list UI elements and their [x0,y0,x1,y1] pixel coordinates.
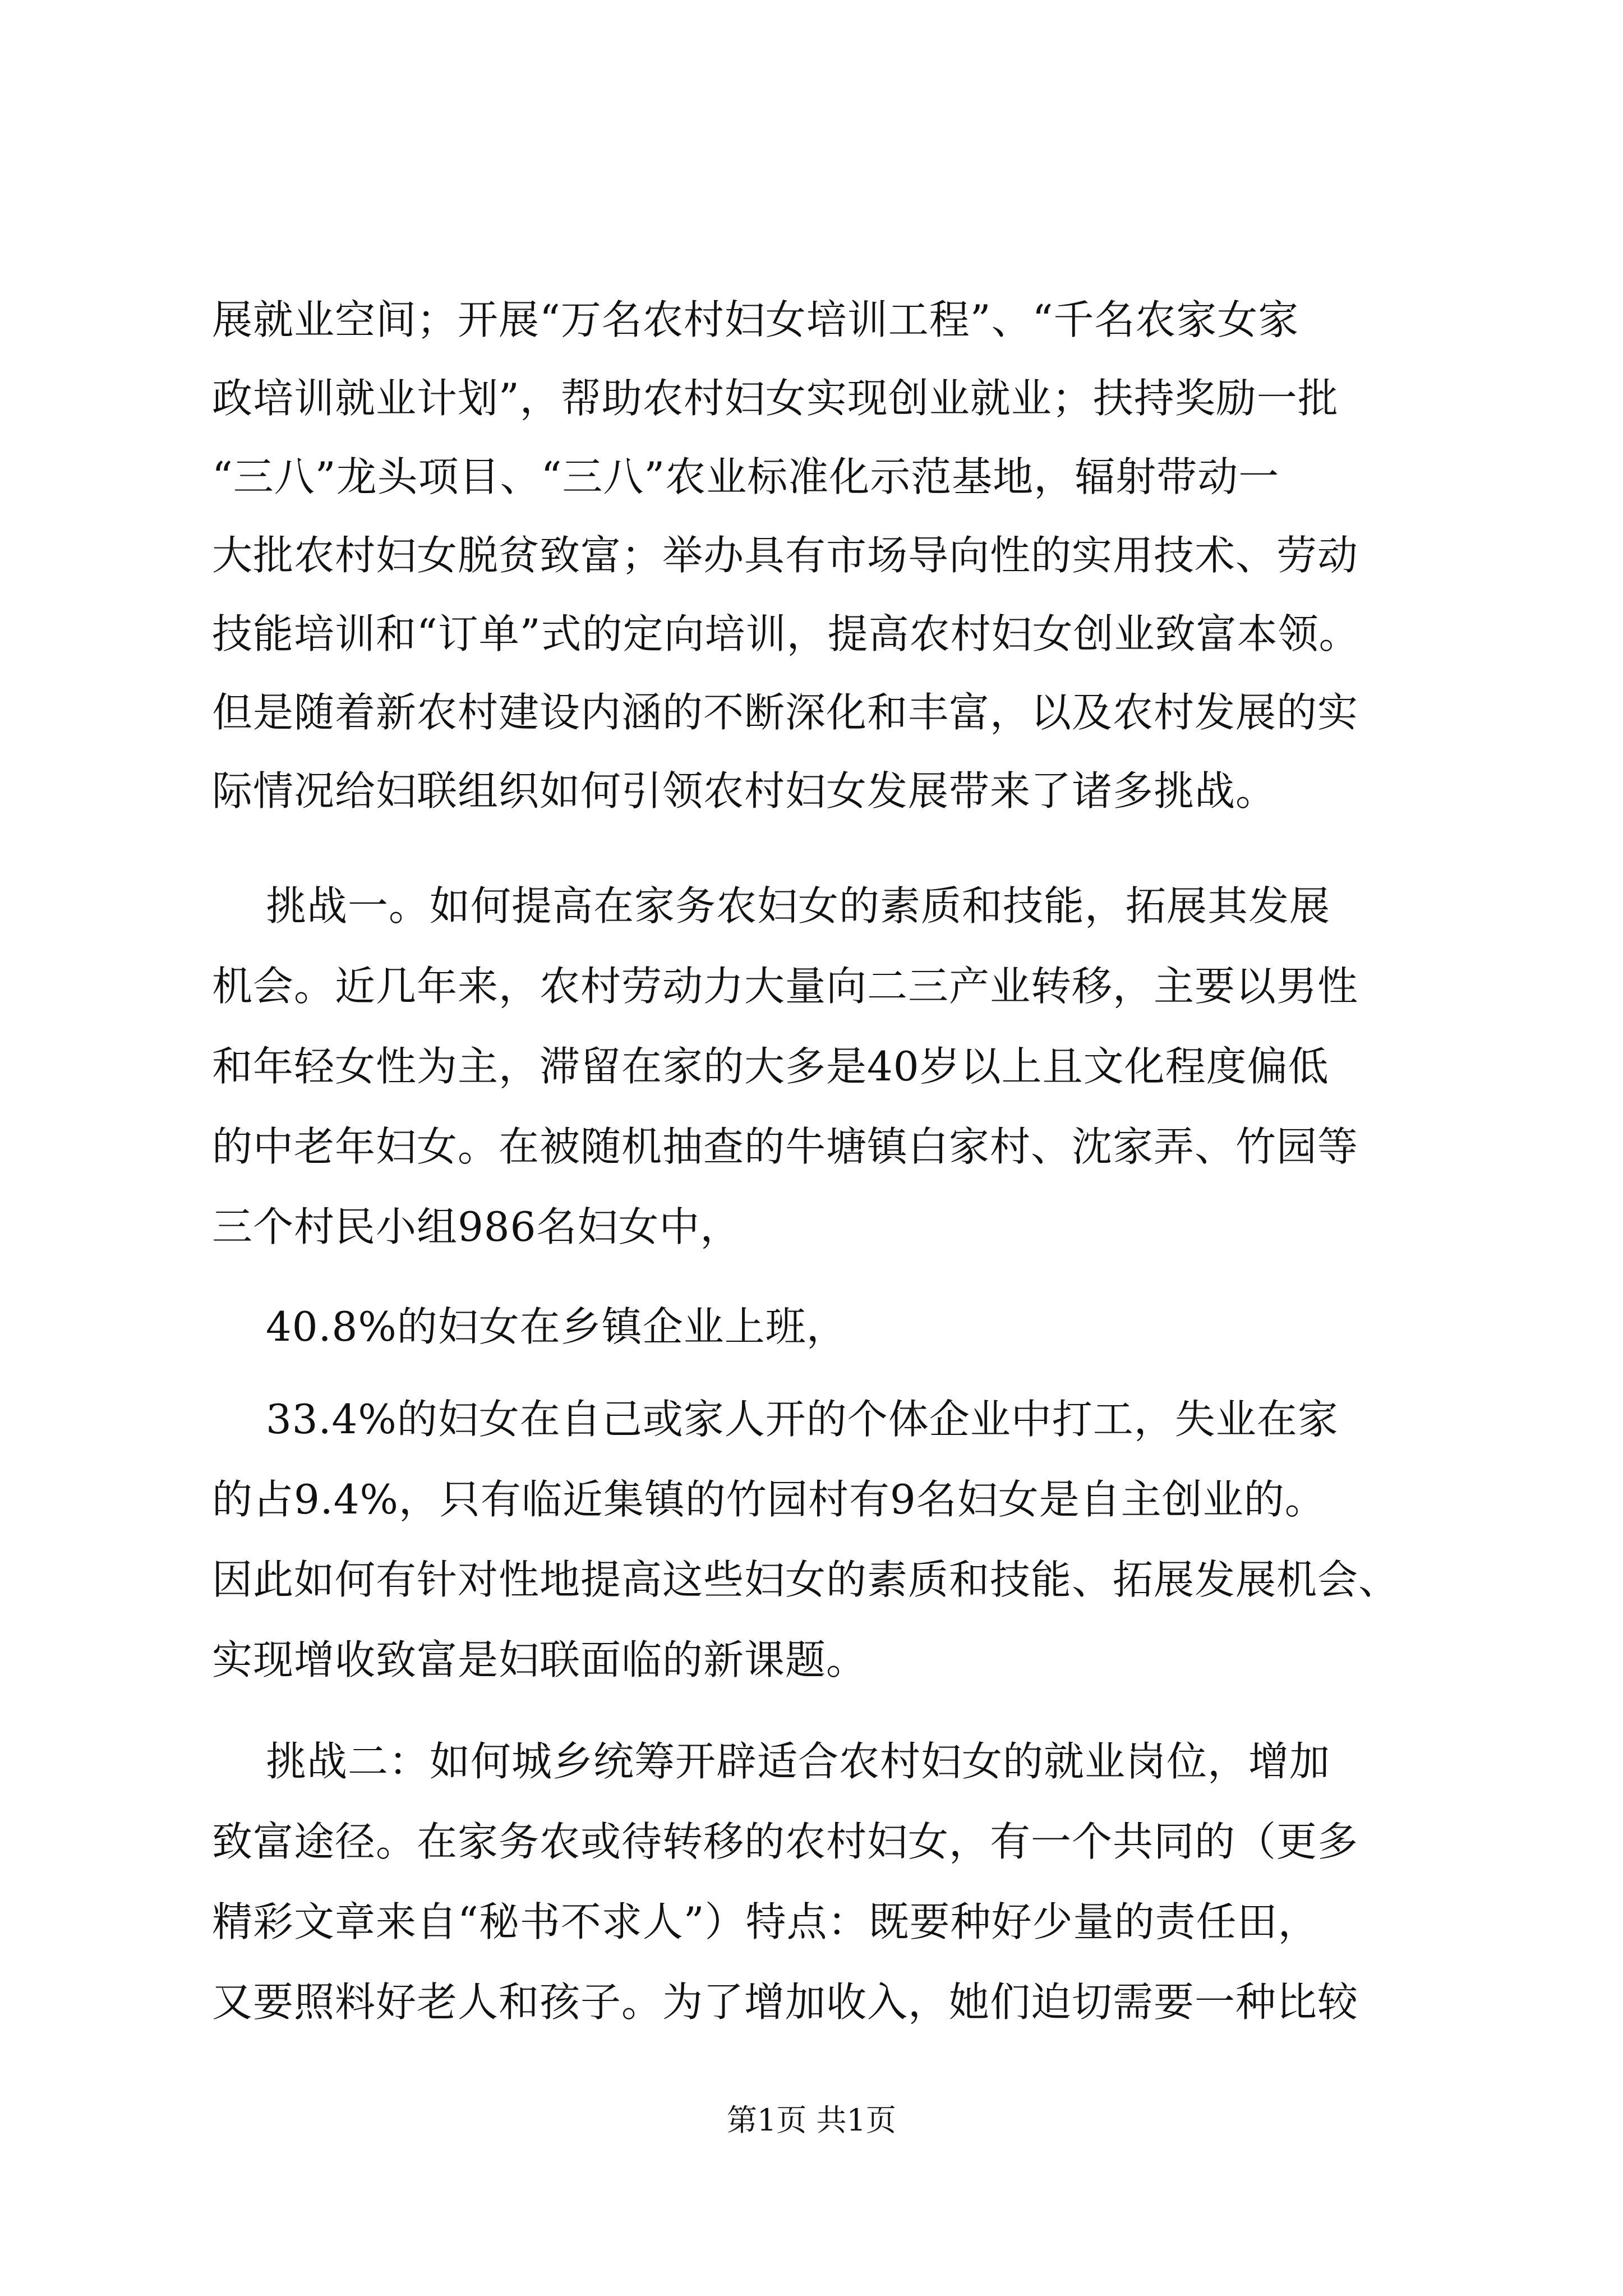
text-line: 的中老年妇女。在被随机抽查的牛塘镇白家村、沈家弄、竹园等 [212,1123,1359,1170]
page-footer: 第1页 共1页 [727,2102,896,2138]
text-line: 又要照料好老人和孩子。为了增加收入，她们迫切需要一种比较 [212,1978,1359,2026]
text-line: “三八”龙头项目、“三八”农业标准化示范基地，辐射带动一 [212,453,1280,500]
text-line: 和年轻女性为主，滞留在家的大多是40岁以上且文化程度偏低 [212,1043,1329,1090]
paragraph-first-line: 40.8%的妇女在乡镇企业上班， [266,1303,847,1350]
text-line: 实现增收致富是妇联面临的新课题。 [212,1636,868,1683]
text-line: 但是随着新农村建设内涵的不断深化和丰富，以及农村发展的实 [212,689,1359,736]
text-line: 技能培训和“订单”式的定向培训，提高农村妇女创业致富本领。 [212,610,1360,657]
text-line: 际情况给妇联组织如何引领农村妇女发展带来了诸多挑战。 [212,767,1277,815]
text-line: 的占9.4%，只有临近集镇的竹园村有9名妇女是自主创业的。 [212,1476,1326,1523]
text-line: 三个村民小组986名妇女中， [212,1203,741,1250]
text-line: 政培训就业计划”，帮助农村妇女实现创业就业；扶持奖励一批 [212,375,1339,422]
text-line: 大批农村妇女脱贫致富；举办具有市场导向性的实用技术、劳动 [212,532,1359,579]
text-line: 机会。近几年来，农村劳动力大量向二三产业转移，主要以男性 [212,963,1359,1010]
text-line: 展就业空间；开展“万名农村妇女培训工程”、“千名农家女家 [212,296,1299,343]
paragraph-first-line: 挑战二：如何城乡统筹开辟适合农村妇女的就业岗位，增加 [266,1738,1331,1785]
paragraph-first-line: 33.4%的妇女在自己或家人开的个体企业中打工，失业在家 [266,1396,1339,1443]
text-line: 精彩文章来自“秘书不求人”）特点：既要种好少量的责任田， [212,1898,1319,1945]
text-line: 因此如何有针对性地提高这些妇女的素质和技能、拓展发展机会、 [212,1556,1400,1603]
text-line: 致富途径。在家务农或待转移的农村妇女，有一个共同的（更多 [212,1818,1359,1865]
paragraph-first-line: 挑战一。如何提高在家务农妇女的素质和技能，拓展其发展 [266,882,1331,930]
